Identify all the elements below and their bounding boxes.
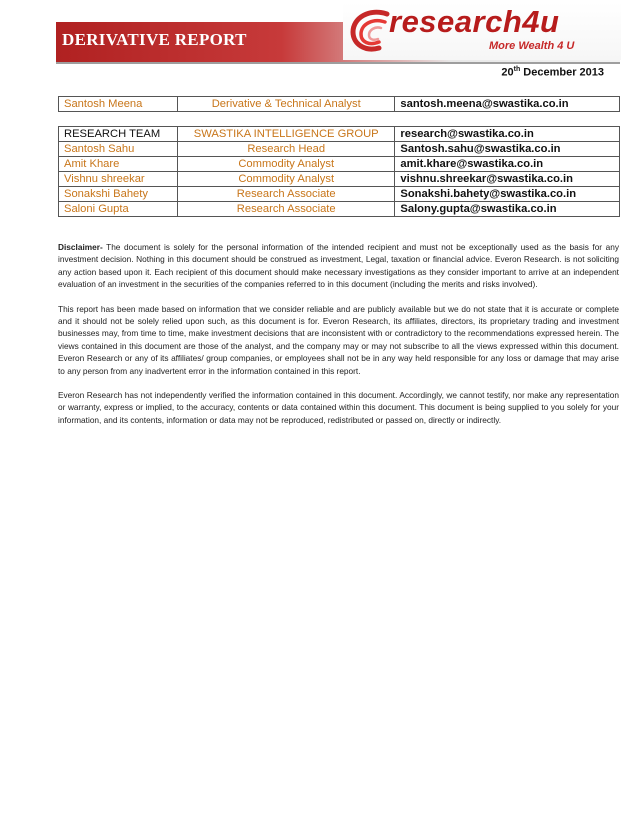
table-row: [59, 202, 620, 217]
member-email[interactable]: Salony.gupta@swastika.co.in: [395, 202, 620, 217]
date-suffix: th: [513, 66, 521, 73]
member-email[interactable]: Sonakshi.bahety@swastika.co.in: [395, 187, 620, 202]
member-role: Research Head: [178, 142, 395, 157]
research-team-table: [58, 126, 620, 217]
research4u-logo: [343, 2, 621, 60]
analyst-table: [58, 96, 620, 112]
swirl-logo-icon: [347, 6, 393, 54]
disclaimer-text-1: The document is solely for the personal information of the intended recipient and must not be exceptionally used as the basis for any investment decision. Nothing in this document should be construed as investment, Legal, taxation or financial advice. Everon Research. is not soliciting any action based upon it. Each recipient of this document should make necessary investigations as they consider important to arrive at an independent evaluation of an investment in the securities of the companies referred to in this document (including the merits and risks involved).: [58, 242, 619, 290]
table-row: [59, 172, 620, 187]
analyst-email[interactable]: santosh.meena@swastika.co.in: [395, 97, 620, 112]
table-header-row: [59, 127, 620, 142]
table-row: [59, 187, 620, 202]
disclaimer-section: [58, 241, 619, 438]
table-row: [59, 97, 620, 112]
member-role: Commodity Analyst: [178, 172, 395, 187]
disclaimer-paragraph-1: [58, 241, 619, 291]
disclaimer-paragraph-2: This report has been made based on information that we consider reliable and are publicly available but we do not state that it is accurate or complete and it should not be solely relied upon such, as this document is for. Everon Research, its affiliates, directors, its proprietary trading and investment businesses may, from time to time, make investment decisions that are inconsistent with or contradictory to the recommendations expressed herein. The views contained in this document are those of the analyst, and the company may or may not subscribe to all the views expressed within this document. Everon Research or any of its affiliates/ group companies, or employees shall not be in any way held responsible for any loss or damage that may arise to any person from any inadvertent error in the information contained in this report.: [58, 303, 619, 376]
header-divider: [56, 62, 620, 64]
report-date: [501, 66, 604, 79]
date-day: 20: [501, 66, 514, 79]
member-role: Research Associate: [178, 202, 395, 217]
team-header-label: RESEARCH TEAM: [59, 127, 178, 142]
logo-wordmark: research4u: [389, 4, 560, 39]
member-name: Amit Khare: [59, 157, 178, 172]
disclaimer-paragraph-3: Everon Research has not independently verified the information contained in this document. Accordingly, we cannot testify, nor make any representation or warranty, express or implied, to the accuracy, contents or data contained within this document. This document is being supplied to you solely for your information, and its contents, information or data may not be reproduced, redistributed or passed on, directly or indirectly.: [58, 390, 619, 425]
member-name: Saloni Gupta: [59, 202, 178, 217]
report-title: DERIVATIVE REPORT: [62, 30, 247, 49]
member-email[interactable]: Santosh.sahu@swastika.co.in: [395, 142, 620, 157]
member-role: Research Associate: [178, 187, 395, 202]
logo-tagline: More Wealth 4 U: [489, 40, 575, 52]
date-month-year: December 2013: [520, 66, 604, 79]
analyst-name: Santosh Meena: [59, 97, 178, 112]
member-email[interactable]: vishnu.shreekar@swastika.co.in: [395, 172, 620, 187]
table-row: [59, 142, 620, 157]
member-name: Sonakshi Bahety: [59, 187, 178, 202]
team-group-name: SWASTIKA INTELLIGENCE GROUP: [178, 127, 395, 142]
member-name: Vishnu shreekar: [59, 172, 178, 187]
table-row: [59, 157, 620, 172]
team-email[interactable]: research@swastika.co.in: [395, 127, 620, 142]
disclaimer-label: Disclaimer-: [58, 242, 103, 252]
member-name: Santosh Sahu: [59, 142, 178, 157]
analyst-role: Derivative & Technical Analyst: [178, 97, 395, 112]
member-email[interactable]: amit.khare@swastika.co.in: [395, 157, 620, 172]
member-role: Commodity Analyst: [178, 157, 395, 172]
